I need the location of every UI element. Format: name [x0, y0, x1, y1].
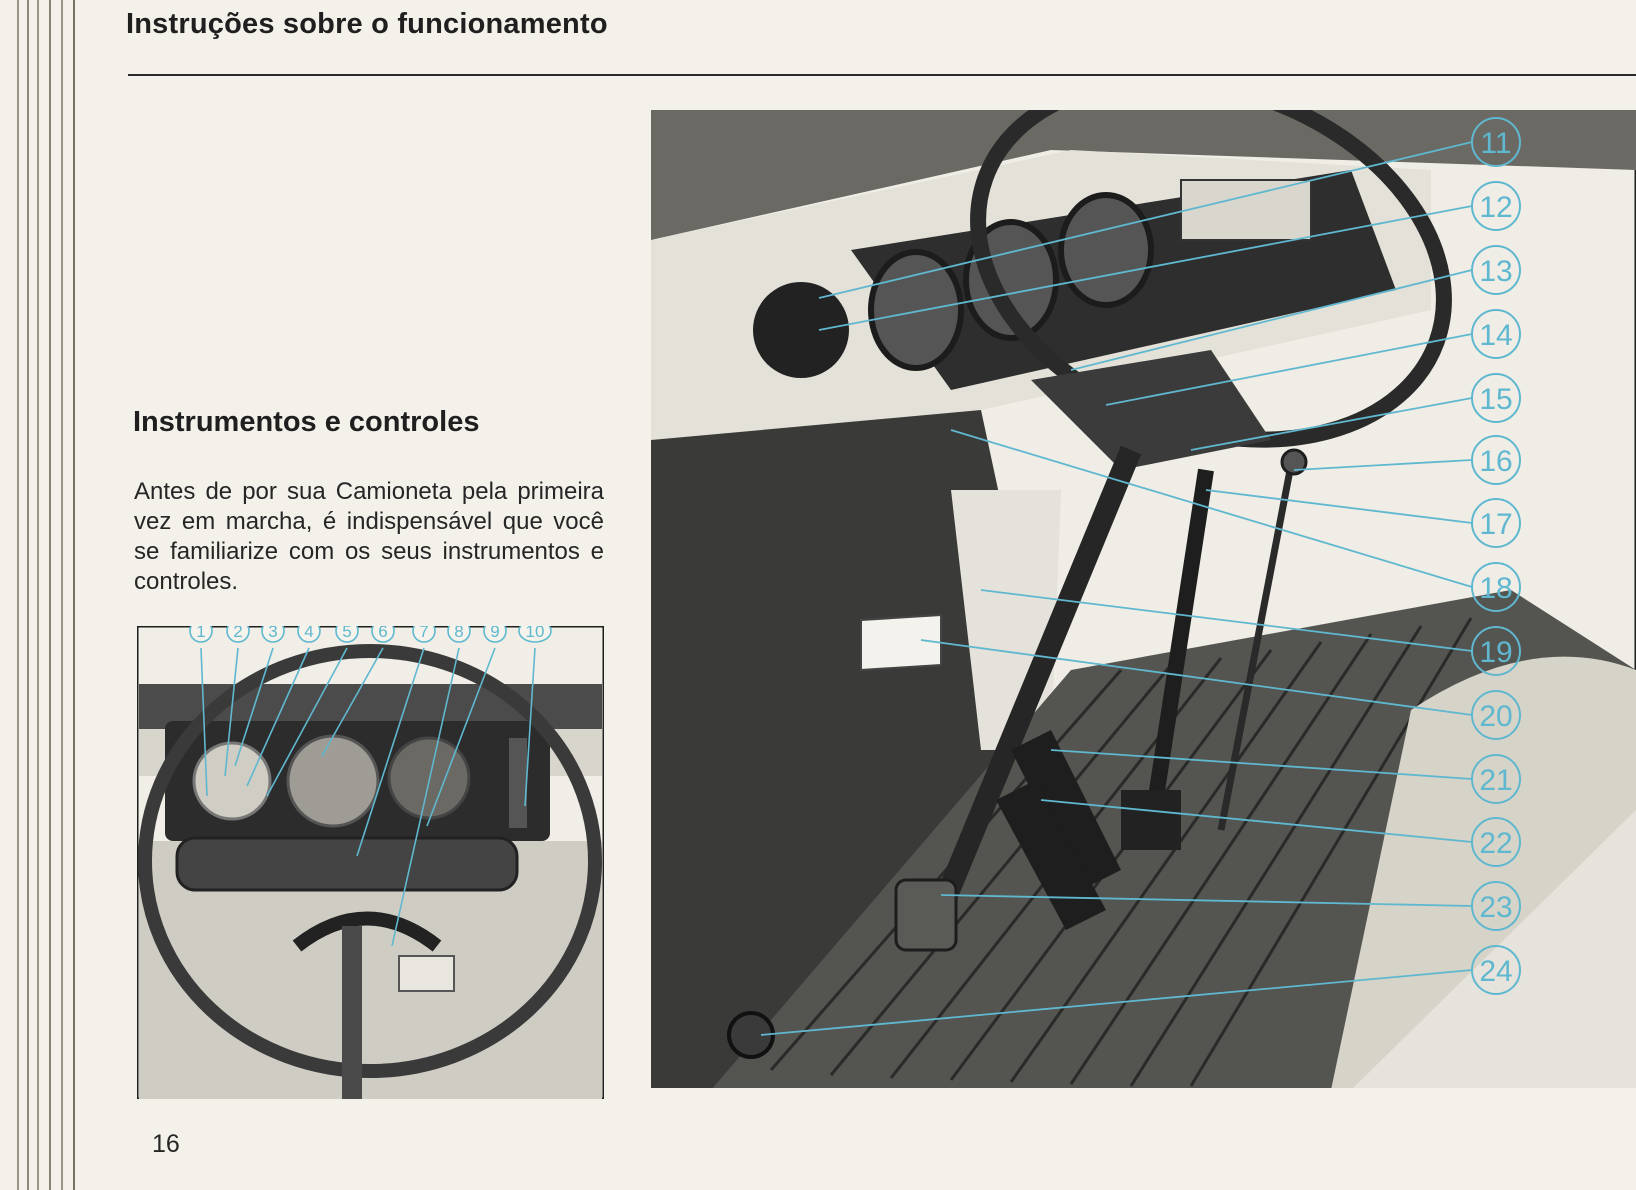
section-title: Instrumentos e controles: [133, 406, 480, 438]
callout-12: 12: [1479, 191, 1513, 224]
header-divider: [128, 74, 1636, 76]
callout-15: 15: [1479, 383, 1513, 416]
page-number: 16: [152, 1130, 180, 1158]
callout-8: 8: [454, 626, 464, 641]
callout-24: 24: [1479, 955, 1513, 988]
callout-16: 16: [1479, 445, 1513, 478]
page-stack-edges: [0, 0, 80, 1190]
callout-5: 5: [342, 626, 352, 641]
header-title: Instruções sobre o funcionamento: [126, 8, 608, 40]
callout-17: 17: [1479, 508, 1513, 541]
callout-21: 21: [1479, 764, 1513, 797]
callout-20: 20: [1479, 700, 1513, 733]
callout-10: 10: [525, 626, 545, 641]
callout-22: 22: [1479, 827, 1513, 860]
callout-19: 19: [1479, 636, 1513, 669]
callout-2: 2: [233, 626, 243, 641]
callout-3: 3: [268, 626, 278, 641]
callout-6: 6: [378, 626, 388, 641]
callout-14: 14: [1479, 319, 1513, 352]
callout-7: 7: [419, 626, 429, 641]
callout-4: 4: [304, 626, 314, 641]
callout-9: 9: [490, 626, 500, 641]
callout-1: 1: [196, 626, 206, 641]
callout-11: 11: [1480, 127, 1512, 160]
callout-23: 23: [1479, 891, 1513, 924]
callout-18: 18: [1479, 572, 1513, 605]
intro-paragraph: Antes de por sua Camioneta pela primeira vez em marcha, é indispensável que você se familiarize com os seus instrumentos e controles.: [134, 478, 604, 595]
cab-overview-figure: [651, 110, 1636, 1088]
callout-13: 13: [1479, 255, 1513, 288]
dashboard-detail-figure: [137, 626, 604, 1099]
